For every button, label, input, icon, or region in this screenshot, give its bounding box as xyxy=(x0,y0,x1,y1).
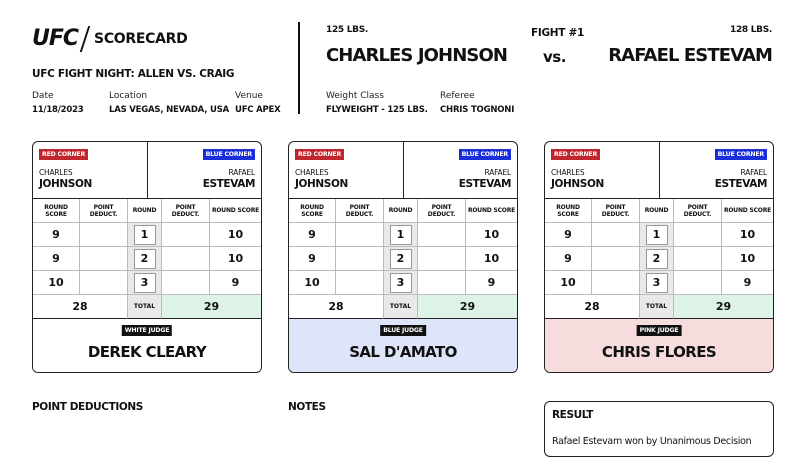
red-total: 28 xyxy=(33,295,128,319)
judge-footer xyxy=(545,319,773,373)
notes-heading: NOTES xyxy=(288,401,326,413)
judge-badge: PINK JUDGE xyxy=(637,325,682,336)
event-title: UFC FIGHT NIGHT: ALLEN VS. CRAIG xyxy=(32,68,235,80)
round-number xyxy=(128,271,162,295)
total-label: TOTAL xyxy=(640,295,674,319)
blue-total: 29 xyxy=(162,295,261,319)
blue-corner-badge: BLUE CORNER xyxy=(203,149,255,160)
blue-round-score: 9 xyxy=(210,271,261,295)
red-last-name: JOHNSON xyxy=(295,178,348,190)
location-value: LAS VEGAS, NEVADA, USA xyxy=(109,105,230,115)
location-block xyxy=(109,91,229,115)
blue-point-deduct-header: POINT DEDUCT. xyxy=(418,199,466,223)
score-rows xyxy=(545,223,773,295)
red-round-score: 9 xyxy=(33,223,80,247)
round-number-box: 1 xyxy=(134,225,156,245)
blue-first-name: RAFAEL xyxy=(228,168,255,177)
red-round-score: 9 xyxy=(33,247,80,271)
weight-class-label: Weight Class xyxy=(326,91,384,101)
red-fighter-weight: 125 LBS. xyxy=(326,25,369,35)
red-point-deduct-header: POINT DEDUCT. xyxy=(592,199,640,223)
blue-total: 29 xyxy=(674,295,773,319)
red-round-score: 9 xyxy=(545,223,592,247)
round-number-box: 1 xyxy=(390,225,412,245)
score-rows xyxy=(289,223,517,295)
red-point-deduct xyxy=(336,271,384,295)
blue-point-deduct xyxy=(162,223,210,247)
round-header: ROUND xyxy=(640,199,674,223)
blue-total: 29 xyxy=(418,295,517,319)
weight-class-value: FLYWEIGHT - 125 LBS. xyxy=(326,105,428,115)
red-first-name: CHARLES xyxy=(39,168,73,177)
red-point-deduct xyxy=(592,223,640,247)
round-row xyxy=(33,223,261,247)
blue-round-score: 10 xyxy=(210,247,261,271)
red-corner-badge: RED CORNER xyxy=(39,149,88,160)
red-first-name: CHARLES xyxy=(295,168,329,177)
date-block xyxy=(32,91,84,115)
red-round-score-header: ROUND SCORE xyxy=(33,199,80,223)
corner-header xyxy=(33,142,261,199)
red-first-name: CHARLES xyxy=(551,168,585,177)
red-round-score: 10 xyxy=(289,271,336,295)
corner-header xyxy=(545,142,773,199)
red-corner xyxy=(289,142,404,198)
blue-corner xyxy=(660,142,774,198)
round-number xyxy=(128,247,162,271)
red-corner-fighter xyxy=(39,168,92,190)
blue-point-deduct xyxy=(418,247,466,271)
totals-row xyxy=(289,295,517,319)
red-point-deduct xyxy=(336,247,384,271)
red-round-score: 9 xyxy=(545,247,592,271)
date-label: Date xyxy=(32,91,54,101)
round-number-box: 2 xyxy=(134,249,156,269)
blue-point-deduct xyxy=(674,223,722,247)
red-round-score: 10 xyxy=(33,271,80,295)
red-point-deduct xyxy=(336,223,384,247)
round-row xyxy=(33,247,261,271)
judge-scorecard-2 xyxy=(288,141,518,373)
blue-fighter-weight: 128 LBS. xyxy=(729,25,772,35)
round-row xyxy=(545,223,773,247)
judge-scorecard-3 xyxy=(544,141,774,373)
blue-round-score: 10 xyxy=(722,247,773,271)
weight-class-block xyxy=(326,91,428,115)
result-box xyxy=(544,401,774,457)
blue-corner-badge: BLUE CORNER xyxy=(459,149,511,160)
judge-badge: BLUE JUDGE xyxy=(380,325,426,336)
blue-corner-fighter xyxy=(459,168,511,190)
judge-footer xyxy=(289,319,517,373)
red-round-score: 9 xyxy=(289,247,336,271)
red-corner-badge: RED CORNER xyxy=(551,149,600,160)
result-heading: RESULT xyxy=(552,409,594,421)
scorecard-title: SCORECARD xyxy=(94,31,188,47)
blue-corner xyxy=(404,142,518,198)
round-header: ROUND xyxy=(128,199,162,223)
venue-label: Venue xyxy=(235,91,263,101)
round-number xyxy=(128,223,162,247)
red-last-name: JOHNSON xyxy=(551,178,604,190)
score-rows xyxy=(33,223,261,295)
judge-name: CHRIS FLORES xyxy=(601,343,717,361)
fight-number: FIGHT #1 xyxy=(531,27,585,39)
red-point-deduct-header: POINT DEDUCT. xyxy=(80,199,128,223)
round-row xyxy=(33,271,261,295)
red-corner-fighter xyxy=(295,168,348,190)
vs-label: vs. xyxy=(543,48,566,66)
blue-point-deduct-header: POINT DEDUCT. xyxy=(162,199,210,223)
referee-block xyxy=(440,91,514,115)
blue-first-name: RAFAEL xyxy=(740,168,767,177)
round-header: ROUND xyxy=(384,199,418,223)
judge-footer xyxy=(33,319,261,373)
venue-block xyxy=(235,91,280,115)
round-number-box: 1 xyxy=(646,225,668,245)
blue-round-score: 10 xyxy=(722,223,773,247)
referee-label: Referee xyxy=(440,91,475,101)
referee-value: CHRIS TOGNONI xyxy=(440,105,515,115)
red-round-score-header: ROUND SCORE xyxy=(289,199,336,223)
round-number xyxy=(384,247,418,271)
round-row xyxy=(289,271,517,295)
round-number-box: 3 xyxy=(134,273,156,293)
blue-point-deduct xyxy=(418,223,466,247)
round-number xyxy=(640,223,674,247)
blue-point-deduct xyxy=(162,271,210,295)
ufc-logo xyxy=(32,27,187,51)
score-table-header xyxy=(289,199,517,223)
blue-fighter-name: RAFAEL ESTEVAM xyxy=(608,45,772,66)
red-last-name: JOHNSON xyxy=(39,178,92,190)
red-round-score: 9 xyxy=(289,223,336,247)
date-value: 11/18/2023 xyxy=(32,105,84,115)
red-point-deduct xyxy=(80,271,128,295)
totals-row xyxy=(33,295,261,319)
blue-round-score: 10 xyxy=(466,223,517,247)
blue-point-deduct-header: POINT DEDUCT. xyxy=(674,199,722,223)
round-number xyxy=(640,271,674,295)
location-label: Location xyxy=(109,91,148,101)
round-number xyxy=(640,247,674,271)
judge-name: DEREK CLEARY xyxy=(87,343,207,361)
point-deductions-heading: POINT DEDUCTIONS xyxy=(32,401,143,413)
red-corner xyxy=(33,142,148,198)
red-point-deduct-header: POINT DEDUCT. xyxy=(336,199,384,223)
blue-point-deduct xyxy=(674,247,722,271)
judge-name: SAL D'AMATO xyxy=(349,343,457,361)
blue-round-score: 9 xyxy=(722,271,773,295)
round-number-box: 3 xyxy=(390,273,412,293)
header-divider xyxy=(298,22,300,114)
blue-point-deduct xyxy=(674,271,722,295)
red-total: 28 xyxy=(289,295,384,319)
blue-first-name: RAFAEL xyxy=(484,168,511,177)
round-number-box: 2 xyxy=(646,249,668,269)
blue-round-score-header: ROUND SCORE xyxy=(466,199,517,223)
score-table-header xyxy=(545,199,773,223)
total-label: TOTAL xyxy=(384,295,418,319)
logo-divider xyxy=(80,26,90,52)
blue-point-deduct xyxy=(162,247,210,271)
round-number-box: 2 xyxy=(390,249,412,269)
round-number-box: 3 xyxy=(646,273,668,293)
round-row xyxy=(545,247,773,271)
red-point-deduct xyxy=(80,247,128,271)
red-round-score-header: ROUND SCORE xyxy=(545,199,592,223)
blue-round-score: 10 xyxy=(466,247,517,271)
red-round-score: 10 xyxy=(545,271,592,295)
blue-corner-fighter xyxy=(715,168,767,190)
red-total: 28 xyxy=(545,295,640,319)
red-fighter-name: CHARLES JOHNSON xyxy=(326,45,508,66)
red-point-deduct xyxy=(592,271,640,295)
round-row xyxy=(289,223,517,247)
round-number xyxy=(384,271,418,295)
result-text: Rafael Estevam won by Unanimous Decision xyxy=(552,436,752,447)
totals-row xyxy=(545,295,773,319)
score-table-header xyxy=(33,199,261,223)
blue-corner-fighter xyxy=(203,168,255,190)
round-row xyxy=(545,271,773,295)
corner-header xyxy=(289,142,517,199)
blue-corner-badge: BLUE CORNER xyxy=(715,149,767,160)
blue-round-score: 9 xyxy=(466,271,517,295)
red-corner-fighter xyxy=(551,168,604,190)
blue-last-name: ESTEVAM xyxy=(714,178,767,190)
red-corner xyxy=(545,142,660,198)
round-row xyxy=(289,247,517,271)
blue-point-deduct xyxy=(418,271,466,295)
judge-scorecard-1 xyxy=(32,141,262,373)
venue-value: UFC APEX xyxy=(235,105,281,115)
blue-round-score-header: ROUND SCORE xyxy=(210,199,261,223)
judge-badge: WHITE JUDGE xyxy=(122,325,172,336)
blue-round-score-header: ROUND SCORE xyxy=(722,199,773,223)
blue-last-name: ESTEVAM xyxy=(458,178,511,190)
red-corner-badge: RED CORNER xyxy=(295,149,344,160)
blue-corner xyxy=(148,142,262,198)
round-number xyxy=(384,223,418,247)
blue-last-name: ESTEVAM xyxy=(202,178,255,190)
red-point-deduct xyxy=(80,223,128,247)
blue-round-score: 10 xyxy=(210,223,261,247)
red-point-deduct xyxy=(592,247,640,271)
ufc-brand: UFC xyxy=(32,26,79,51)
total-label: TOTAL xyxy=(128,295,162,319)
